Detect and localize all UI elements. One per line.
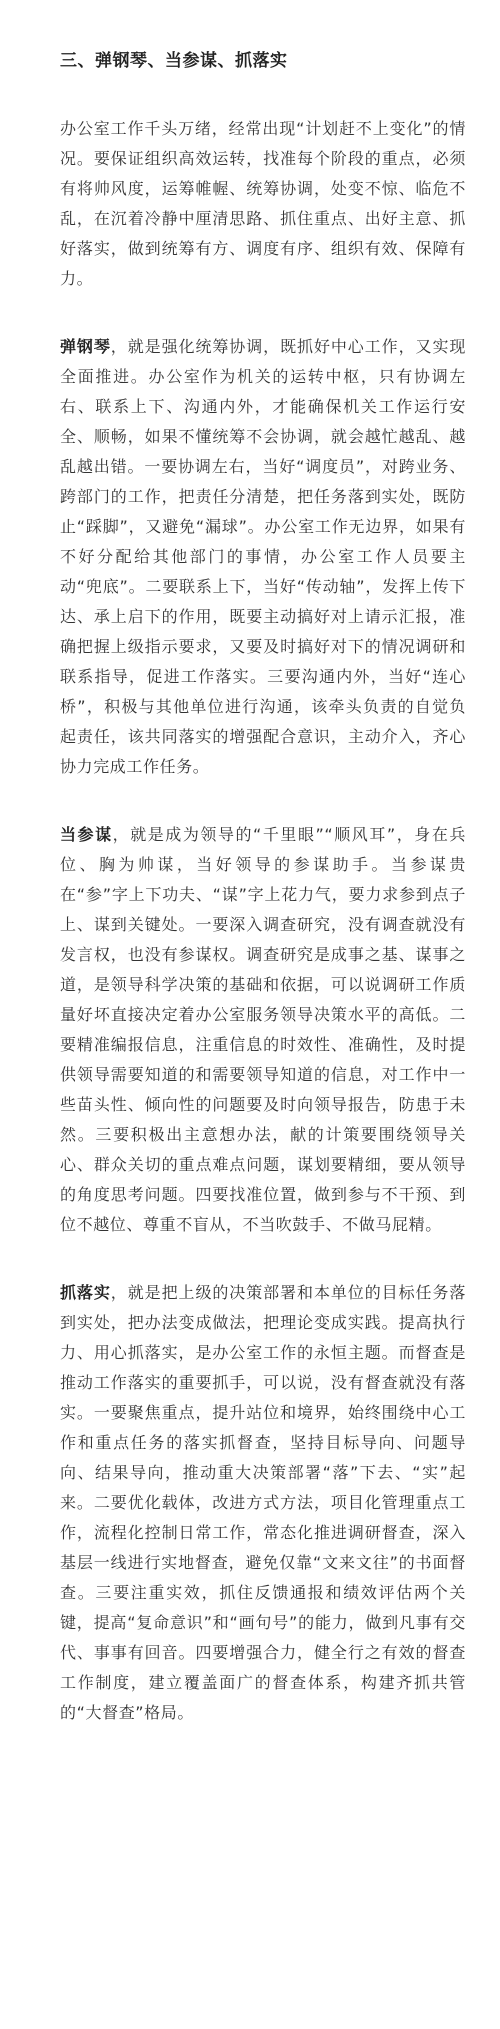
paragraph-piano [60, 332, 466, 782]
paragraph-implementation [60, 1278, 466, 1728]
paragraph-text: ，就是成为领导的“千里眼”“顺风耳”，身在兵位、胸为帅谋，当好领导的参谋助手。当参谋贵在“参”字上下功夫、“谋”字上花力气，要力求参到点子上、谋到关键处。一要深入调查研究，没有调查就没有发言权，也没有参谋权。调查研究是成事之基、谋事之道，是领导科学决策的基础和依据，可以说调研工作质量好坏直接决定着办公室服务领导决策水平的高低。二要精准编报信息，注重信息的时效性、准确性，及时提供领导需要知道的和需要领导知道的信息，对工作中一些苗头性、倾向性的问题要及时向领导报告，防患于未然。三要积极出主意想办法，献的计策要围绕领导关心、群众关切的重点难点问题，谋划要精细，要从领导的角度思考问题。四要找准位置，做到参与不干预、到位不越位、尊重不盲从，不当吹鼓手、不做马屁精。 [60, 825, 466, 1234]
paragraph-lead: 抓落实 [60, 1283, 111, 1302]
intro-paragraph: 办公室工作千头万绪，经常出现“计划赶不上变化”的情况。要保证组织高效运转，找准每个阶段的重点，必须有将帅风度，运筹帷幄、统筹协调，处变不惊、临危不乱，在沉着冷静中厘清思路、抓住重点、出好主意、抓好落实，做到统筹有方、调度有序、组织有效、保障有力。 [60, 119, 466, 288]
paragraph-lead: 弹钢琴 [60, 337, 111, 356]
paragraph-lead: 当参谋 [60, 825, 113, 844]
paragraph-advisor [60, 820, 466, 1240]
section-heading: 三、弹钢琴、当参谋、抓落实 [60, 51, 288, 71]
paragraph-text: ，就是把上级的决策部署和本单位的目标任务落到实处，把办法变成做法，把理论变成实践。提高执行力、用心抓落实，是办公室工作的永恒主题。而督查是推动工作落实的重要抓手，可以说，没有督查就没有落实。一要聚焦重点，提升站位和境界，始终围绕中心工作和重点任务的落实抓督查，坚持目标导向、问题导向、结果导向，推动重大决策部署“落”下去、“实”起来。二要优化载体，改进方式方法，项目化管理重点工作，流程化控制日常工作，常态化推进调研督查，深入基层一线进行实地督查，避免仅靠“文来文往”的书面督查。三要注重实效，抓住反馈通报和绩效评估两个关键，提高“复命意识”和“画句号”的能力，做到凡事有交代、事事有回音。四要增强合力，健全行之有效的督查工作制度，建立覆盖面广的督查体系，构建齐抓共管的“大督查”格局。 [60, 1283, 466, 1722]
paragraph-text: ，就是强化统筹协调，既抓好中心工作，又实现全面推进。办公室作为机关的运转中枢，只有协调左右、联系上下、沟通内外，才能确保机关工作运行安全、顺畅，如果不懂统筹不会协调，就会越忙越乱、越乱越出错。一要协调左右，当好“调度员”，对跨业务、跨部门的工作，把责任分清楚，把任务落到实处，既防止“踩脚”，又避免“漏球”。办公室工作无边界，如果有不好分配给其他部门的事情，办公室工作人员要主动“兜底”。二要联系上下，当好“传动轴”，发挥上传下达、承上启下的作用，既要主动搞好对上请示汇报，准确把握上级指示要求，又要及时搞好对下的情况调研和联系指导，促进工作落实。三要沟通内外，当好“连心桥”，积极与其他单位进行沟通，该牵头负责的自觉负起责任，该共同落实的增强配合意识，主动介入，齐心协力完成工作任务。 [60, 337, 466, 776]
